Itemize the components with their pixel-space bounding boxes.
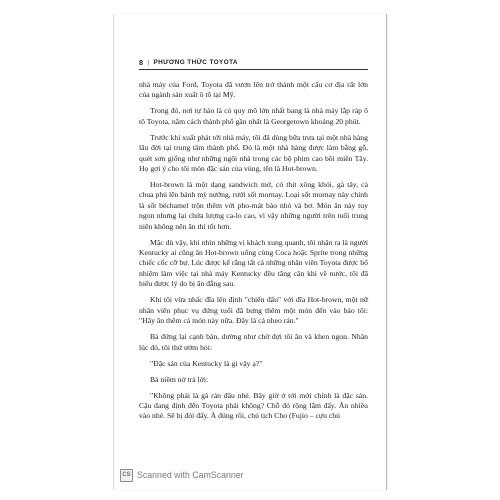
paragraph: "Đặc sản của Kentucky là gì vậy ạ?" <box>150 358 263 368</box>
book-page <box>113 14 387 490</box>
paragraph: Bà đứng lại cạnh bàn, dường như chờ đợi tôi ăn và khen ngon. Nhân lúc đó, tôi thử ướm hỏi: <box>139 332 368 352</box>
header-rule <box>139 69 368 70</box>
camscanner-watermark <box>118 467 248 483</box>
body-text <box>139 80 368 427</box>
page-number: 8 <box>139 58 144 67</box>
running-header <box>139 58 367 67</box>
paragraph: Mặc dù vậy, khi nhìn những vị khách xung quanh, tôi nhận ra là người Kentucky ai cũng ăn Hot-brown uống cùng Coca hoặc Sprite trong những chiếc cốc cỡ bự. Lúc được kể rằng tất cả những nhân viên Toyota được bổ nhiệm làm việc tại nhà máy Kentucky đều tăng cân khi về nước, tôi đã hiểu được lý do bị ăn đẫng sau. <box>139 237 368 289</box>
paragraph: Bà niềm nở trả lời: <box>150 374 209 384</box>
paragraph: Khi tôi vừa nhấc đĩa lên định "chiến đấu" với đĩa Hot-brown, một nữ nhân viên phục vụ đứng tuổi đã bưng thêm một món đến vào bảo tôi: "Hãy ăn thêm cả món này nữa. Đây là cá nheo rán." <box>139 295 368 326</box>
watermark-text: Scanned with CamScanner <box>137 470 244 480</box>
paragraph: Trước khi xuất phát tới nhà máy, tôi đã dùng bữa trưa tại một nhà hàng lâu đời tại trung tâm thành phố. Đó là một nhà hàng được làm bằng gỗ, quét sơn giống như những ngôi nhà trong các bộ phim cao bồi miền Tây. Họ gợi ý cho tôi món đặc sản của vùng, tên là Hot-brown. <box>139 132 368 174</box>
paragraph: Hot-brown là một dạng sandwich mở, có thịt xông khói, gà tây, cà chua phủ lên bánh mỳ nướng, rưới sốt mornay. Loại sốt mornay này chính là sốt béchamel trộn thêm với pho-mát bào nhỏ và bơ. Món ăn này tuy ngon nhưng lại chứa lượng ca-lo cao, vì vậy những người trên tuổi trung niên không nên ăn thì tốt hơn. <box>139 180 368 231</box>
paragraph: "Không phải là gà rán đâu nhé. Bây giờ ở tới mới chính là đặc sản. Cậu đang định đến Toyota phải không? Chỗ đó rộng lắm đấy. Ăn nhiều vào nhé. Sẽ bị đói đấy. À đúng rồi, chủ tịch Cho (Fujio – cựu chủ <box>139 390 368 421</box>
header-separator: | <box>147 59 150 66</box>
paragraph: nhà máy của Ford, Toyota đã vươn lên trở thành một cấu cơ địa rất lớn của ngành sản xuất ô tô tại Mỹ. <box>139 80 368 100</box>
paragraph: Trong đó, nơi tự hào là có quy mô lớn nhất bang là nhà máy lắp ráp ô tô Toyota, nằm cách thành phố gần nhất là Georgetown khoảng 20 phút. <box>139 106 368 126</box>
camscanner-logo-icon: CS <box>120 469 133 482</box>
running-title: PHƯƠNG THỨC TOYOTA <box>153 59 238 66</box>
